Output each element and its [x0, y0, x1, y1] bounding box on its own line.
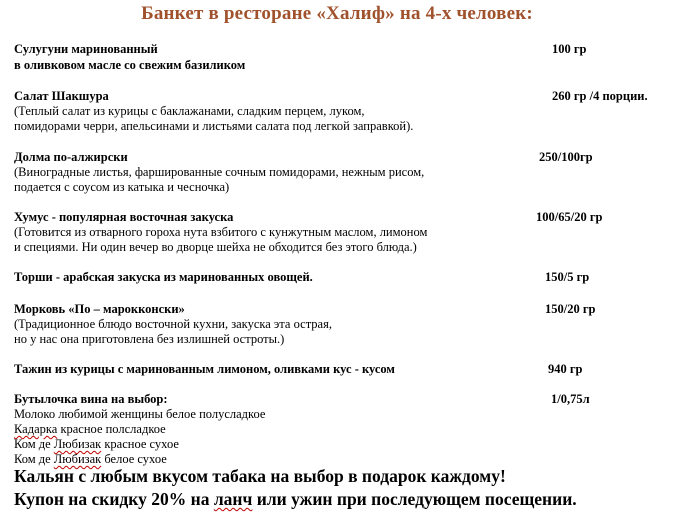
menu-item-description: (Готовится из отварного гороха нута взбитого с кунжутным маслом, лимоном [14, 225, 428, 239]
wine-prefix: Ком де [14, 437, 54, 451]
menu-item-portion: 100 гр [552, 42, 587, 56]
promo-hookah: Кальян с любым вкусом табака на выбор в подарок каждому! [14, 466, 506, 486]
wine-name: Любизак [53, 452, 102, 466]
menu-item-portion: 250/100гр [539, 150, 593, 164]
menu-item-portion: 1/0,75л [551, 392, 590, 406]
menu-item-name: Сулугуни маринованный [14, 42, 158, 56]
menu-item-description: помидорами черри, апельсинами и листьями салата под легкой заправкой). [14, 119, 414, 133]
wine-name: Кадарка [14, 422, 58, 436]
menu-item-name: Бутылочка вина на выбор: [14, 392, 168, 406]
menu-item-portion: 150/20 гр [545, 302, 596, 316]
menu-item-portion: 150/5 гр [545, 270, 590, 284]
promo-coupon-lunch: ланч [213, 489, 253, 509]
wine-option [14, 422, 166, 437]
wine-description: красное полсладкое [57, 422, 166, 436]
menu-item-name: Хумус - популярная восточная закуска [14, 210, 234, 224]
page-title: Банкет в ресторане «Халиф» на 4-х человек: [141, 3, 533, 24]
menu-item-portion: 100/65/20 гр [536, 210, 603, 224]
wine-description: красное сухое [101, 437, 179, 451]
menu-item-description: (Традиционное блюдо восточной кухни, закуска эта острая, [14, 317, 332, 331]
menu-item-portion: 260 гр /4 порции. [552, 89, 648, 103]
menu-item-description: (Виноградные листья, фаршированные сочным помидорами, нежным рисом, [14, 165, 425, 179]
wine-option [14, 437, 179, 452]
wine-option [14, 452, 167, 467]
menu-item-name: Салат Шакшура [14, 89, 109, 103]
menu-item-description: подается с соусом из катыка и чесночка) [14, 180, 230, 194]
promo-coupon [14, 489, 577, 510]
promo-coupon-text: Купон на скидку 20% на [14, 489, 214, 509]
promo-coupon-text: или ужин при последующем посещении. [252, 489, 577, 509]
wine-prefix: Ком де [14, 452, 54, 466]
wine-name: Любизак [53, 437, 102, 451]
menu-item-description: и специями. Ни один вечер во дворце шейха не обходится без этого блюда.) [14, 240, 417, 254]
menu-item-name: Долма по-алжирски [14, 150, 128, 164]
menu-item-name: Тажин из курицы с маринованным лимоном, оливками кус - кусом [14, 362, 395, 376]
menu-item-description: в оливковом масле со свежим базиликом [14, 58, 246, 72]
wine-option: Молоко любимой женщины белое полусладкое [14, 407, 266, 421]
menu-item-portion: 940 гр [548, 362, 583, 376]
menu-item-description: но у нас она приготовлена без излишней остроты.) [14, 332, 285, 346]
menu-item-description: (Теплый салат из курицы с баклажанами, сладким перцем, луком, [14, 104, 365, 118]
menu-item-name: Торши - арабская закуска из маринованных овощей. [14, 270, 313, 284]
menu-item-name: Морковь «По – марокконски» [14, 302, 185, 316]
wine-description: белое сухое [101, 452, 167, 466]
